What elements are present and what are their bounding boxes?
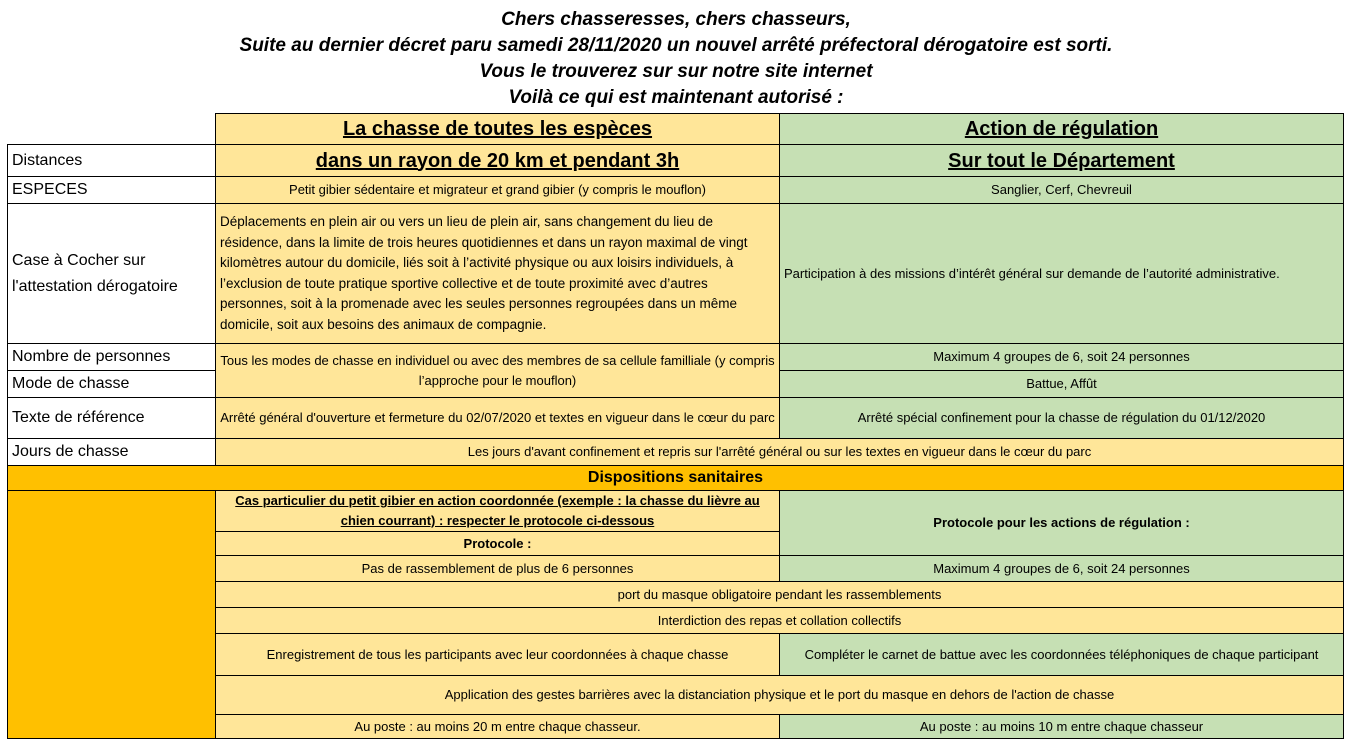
row-label-distances: Distances (8, 145, 216, 177)
case-chasse: Déplacements en plein air ou vers un lieu de plein air, sans changement du lieu de résidence, dans la limite de trois heures quotidiennes et dans un rayon maximal de vingt kilomètres autour du domicile, liés soit à l’activité physique ou aux loisirs individuels, à l’exclusion de toute pratique sportive collective et de toute proximité avec d’autres personnes, soit à la promenade avec les seules personnes regroupées dans un même domicile, soit aux besoins des animaux de compagnie. (216, 204, 780, 344)
repas-value: Interdiction des repas et collation collectifs (216, 608, 1344, 634)
empty-corner (8, 114, 216, 145)
header-line-4: Voilà ce qui est maintenant autorisé : (508, 87, 844, 108)
row-distances (8, 145, 1344, 177)
mode-regulation: Battue, Affût (780, 371, 1344, 398)
nombre-regulation: Maximum 4 groupes de 6, soit 24 personnes (780, 344, 1344, 371)
texte-chasse: Arrêté général d'ouverture et fermeture du 02/07/2020 et textes en vigueur dans le cœur du parc (216, 398, 780, 439)
row-label-mode: Mode de chasse (8, 371, 216, 398)
row-especes (8, 177, 1344, 204)
row-texte (8, 398, 1344, 439)
rassemblement-chasse: Pas de rassemblement de plus de 6 personnes (216, 556, 780, 582)
row-label-jours: Jours de chasse (8, 439, 216, 466)
row-label-texte: Texte de référence (8, 398, 216, 439)
rules-table (7, 113, 1344, 739)
especes-regulation: Sanglier, Cerf, Chevreuil (780, 177, 1344, 204)
sanitaires-side-band (8, 491, 216, 739)
distances-regulation: Sur tout le Département (780, 145, 1344, 177)
poste-chasse: Au poste : au moins 20 m entre chaque chasseur. (216, 715, 780, 739)
case-regulation: Participation à des missions d’intérêt général sur demande de l’autorité administrative. (780, 204, 1344, 344)
gestes-value: Application des gestes barrières avec la distanciation physique et le port du masque en dehors de l'action de chasse (216, 676, 1344, 715)
header-line-2: Suite au dernier décret paru samedi 28/11/2020 un nouvel arrêté préfectoral dérogatoire est sorti. (239, 35, 1113, 56)
row-label-especes: ESPECES (8, 177, 216, 204)
sanitaires-title: Dispositions sanitaires (8, 466, 1344, 491)
regulation-column-title: Action de régulation (780, 114, 1344, 145)
row-label-case-a-cocher: Case à Cocher sur l'attestation dérogatoire (8, 204, 216, 344)
row-nombre (8, 344, 1344, 371)
header-line-3: Vous le trouverez sur sur notre site internet (479, 61, 873, 82)
masque-value: port du masque obligatoire pendant les rassemblements (216, 582, 1344, 608)
header-line-1: Chers chasseresses, chers chasseurs, (501, 9, 851, 30)
protocole-label: Protocole : (216, 532, 780, 556)
texte-regulation: Arrêté spécial confinement pour la chasse de régulation du 01/12/2020 (780, 398, 1344, 439)
protocole-regulation: Protocole pour les actions de régulation : (780, 491, 1344, 556)
chasse-column-title: La chasse de toutes les espèces (216, 114, 780, 145)
row-jours (8, 439, 1344, 466)
row-label-nombre: Nombre de personnes (8, 344, 216, 371)
poste-regulation: Au poste : au moins 10 m entre chaque chasseur (780, 715, 1344, 739)
row-sanitaires-title (8, 466, 1344, 491)
rassemblement-regulation: Maximum 4 groupes de 6, soit 24 personnes (780, 556, 1344, 582)
row-cas-particulier (8, 491, 1344, 532)
jours-value: Les jours d'avant confinement et repris sur l'arrêté général ou sur les textes en vigueur dans le cœur du parc (216, 439, 1344, 466)
especes-chasse: Petit gibier sédentaire et migrateur et grand gibier (y compris le mouflon) (216, 177, 780, 204)
column-header-row (8, 114, 1344, 145)
cas-particulier: Cas particulier du petit gibier en action coordonnée (exemple : la chasse du lièvre au chien courrant) : respecter le protocole ci-dessous (216, 491, 780, 532)
enregistrement-chasse: Enregistrement de tous les participants avec leur coordonnées à chaque chasse (216, 634, 780, 676)
enregistrement-regulation: Compléter le carnet de battue avec les coordonnées téléphoniques de chaque participant (780, 634, 1344, 676)
row-case-a-cocher (8, 204, 1344, 344)
nombre-mode-chasse: Tous les modes de chasse en individuel ou avec des membres de sa cellule familliale (y compris l’approche pour le mouflon) (216, 344, 780, 398)
distances-chasse: dans un rayon de 20 km et pendant 3h (216, 145, 780, 177)
